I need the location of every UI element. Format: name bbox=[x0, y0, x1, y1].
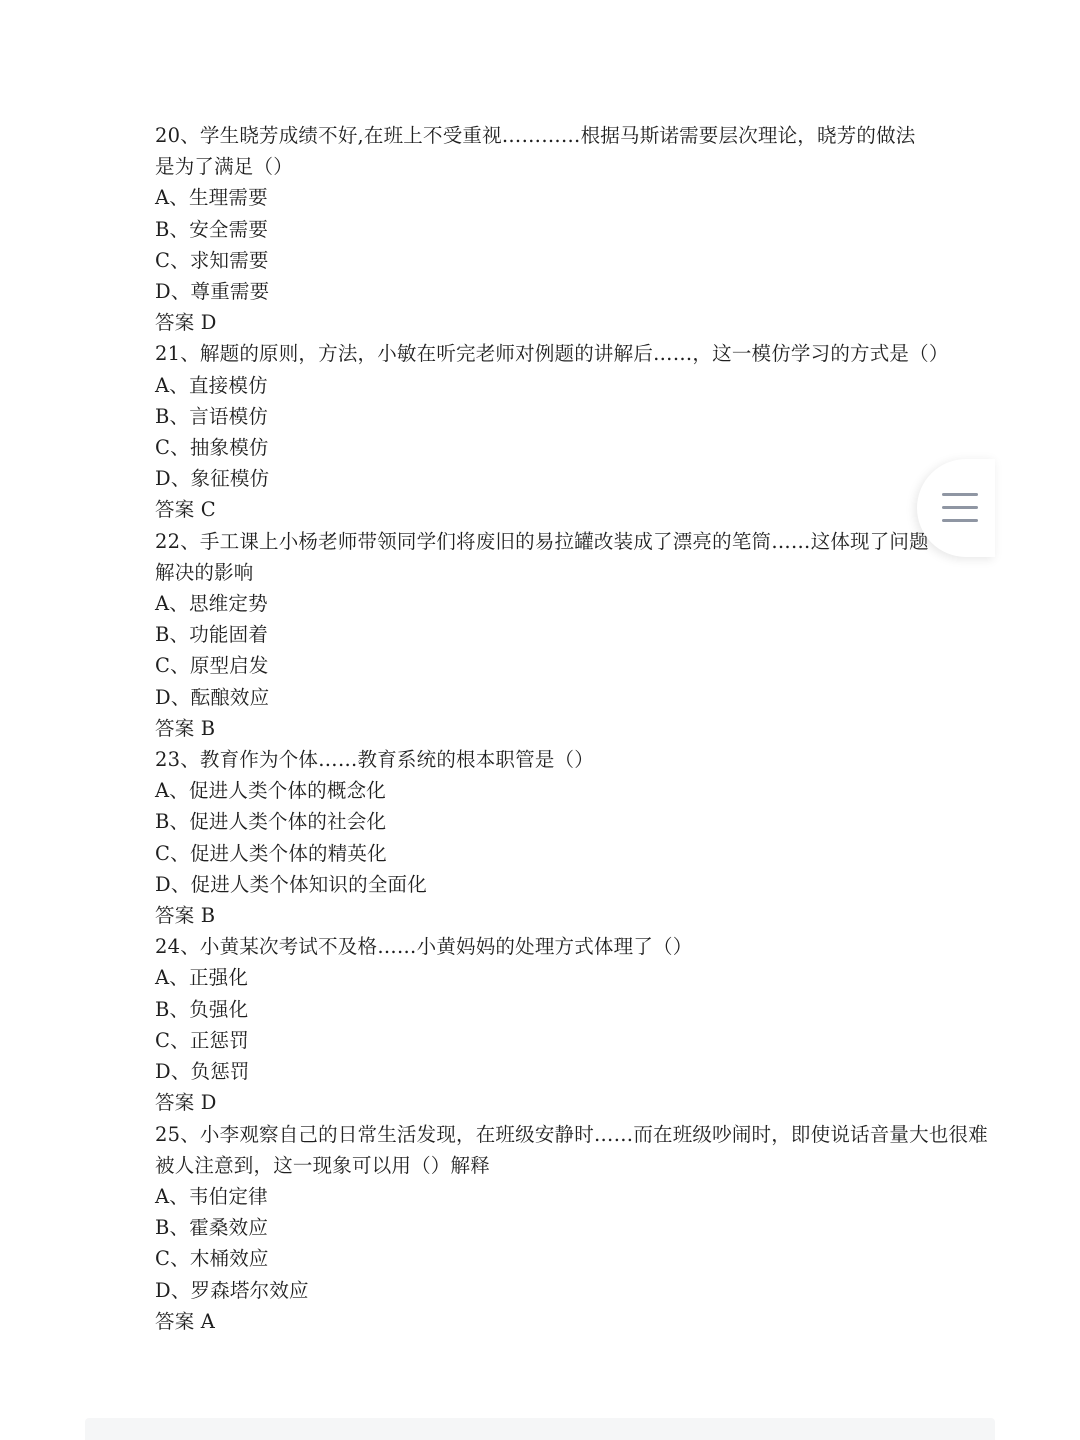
question-22 bbox=[155, 526, 995, 744]
option-a: A、直接模仿 bbox=[155, 373, 268, 397]
option-a: A、思维定势 bbox=[155, 592, 268, 616]
option-c: C、抽象模仿 bbox=[155, 436, 269, 460]
menu-icon-bar bbox=[942, 506, 978, 509]
option-b: B、霍桑效应 bbox=[155, 1216, 269, 1240]
option-a: A、正强化 bbox=[155, 966, 249, 990]
question-stem: 25、小李观察自己的日常生活发现，在班级安静时……而在班级吵闹时，即使说话音量大也很难被人注意到，这一现象可以用（）解释 bbox=[155, 1122, 988, 1177]
option-b: B、功能固着 bbox=[155, 623, 269, 647]
option-b: B、言语模仿 bbox=[155, 404, 269, 428]
option-d: D、尊重需要 bbox=[155, 280, 270, 304]
question-23 bbox=[155, 744, 995, 931]
option-d: D、酝酿效应 bbox=[155, 685, 270, 709]
option-a: A、韦伯定律 bbox=[155, 1184, 268, 1208]
answer: 答案 A bbox=[155, 1309, 216, 1333]
answer: 答案 D bbox=[155, 1091, 217, 1115]
option-d: D、罗森塔尔效应 bbox=[155, 1278, 309, 1302]
question-stem: 20、学生晓芳成绩不好,在班上不受重视…………根据马斯诺需要层次理论，晓芳的做法是为了满足（） bbox=[155, 124, 916, 179]
question-25 bbox=[155, 1119, 995, 1337]
option-c: C、求知需要 bbox=[155, 248, 269, 272]
option-c: C、正惩罚 bbox=[155, 1028, 249, 1052]
option-d: D、象征模仿 bbox=[155, 467, 270, 491]
answer: 答案 B bbox=[155, 716, 216, 740]
question-21 bbox=[155, 338, 995, 525]
menu-icon bbox=[942, 493, 978, 523]
option-c: C、木桶效应 bbox=[155, 1247, 269, 1271]
option-c: C、促进人类个体的精英化 bbox=[155, 841, 387, 865]
option-b: B、安全需要 bbox=[155, 217, 269, 241]
answer: 答案 C bbox=[155, 498, 216, 522]
option-c: C、原型启发 bbox=[155, 654, 269, 678]
question-20 bbox=[155, 120, 995, 338]
answer: 答案 D bbox=[155, 311, 217, 335]
option-d: D、负惩罚 bbox=[155, 1060, 250, 1084]
question-24 bbox=[155, 931, 995, 1118]
option-a: A、生理需要 bbox=[155, 186, 268, 210]
option-b: B、负强化 bbox=[155, 997, 249, 1021]
question-list bbox=[155, 120, 995, 1337]
menu-icon-bar bbox=[942, 519, 978, 522]
question-stem: 22、手工课上小杨老师带领同学们将废旧的易拉罐改装成了漂亮的笔筒……这体现了问题解决的影响 bbox=[155, 529, 929, 584]
option-a: A、促进人类个体的概念化 bbox=[155, 779, 386, 803]
bottom-panel-edge bbox=[85, 1418, 995, 1440]
question-stem: 21、解题的原则，方法，小敏在听完老师对例题的讲解后……，这一模仿学习的方式是（） bbox=[155, 342, 949, 366]
question-stem: 24、小黄某次考试不及格……小黄妈妈的处理方式体理了（） bbox=[155, 935, 693, 959]
question-stem: 23、教育作为个体……教育系统的根本职管是（） bbox=[155, 748, 594, 772]
answer: 答案 B bbox=[155, 904, 216, 928]
option-d: D、促进人类个体知识的全面化 bbox=[155, 872, 427, 896]
option-b: B、促进人类个体的社会化 bbox=[155, 810, 387, 834]
menu-icon-bar bbox=[942, 493, 978, 496]
